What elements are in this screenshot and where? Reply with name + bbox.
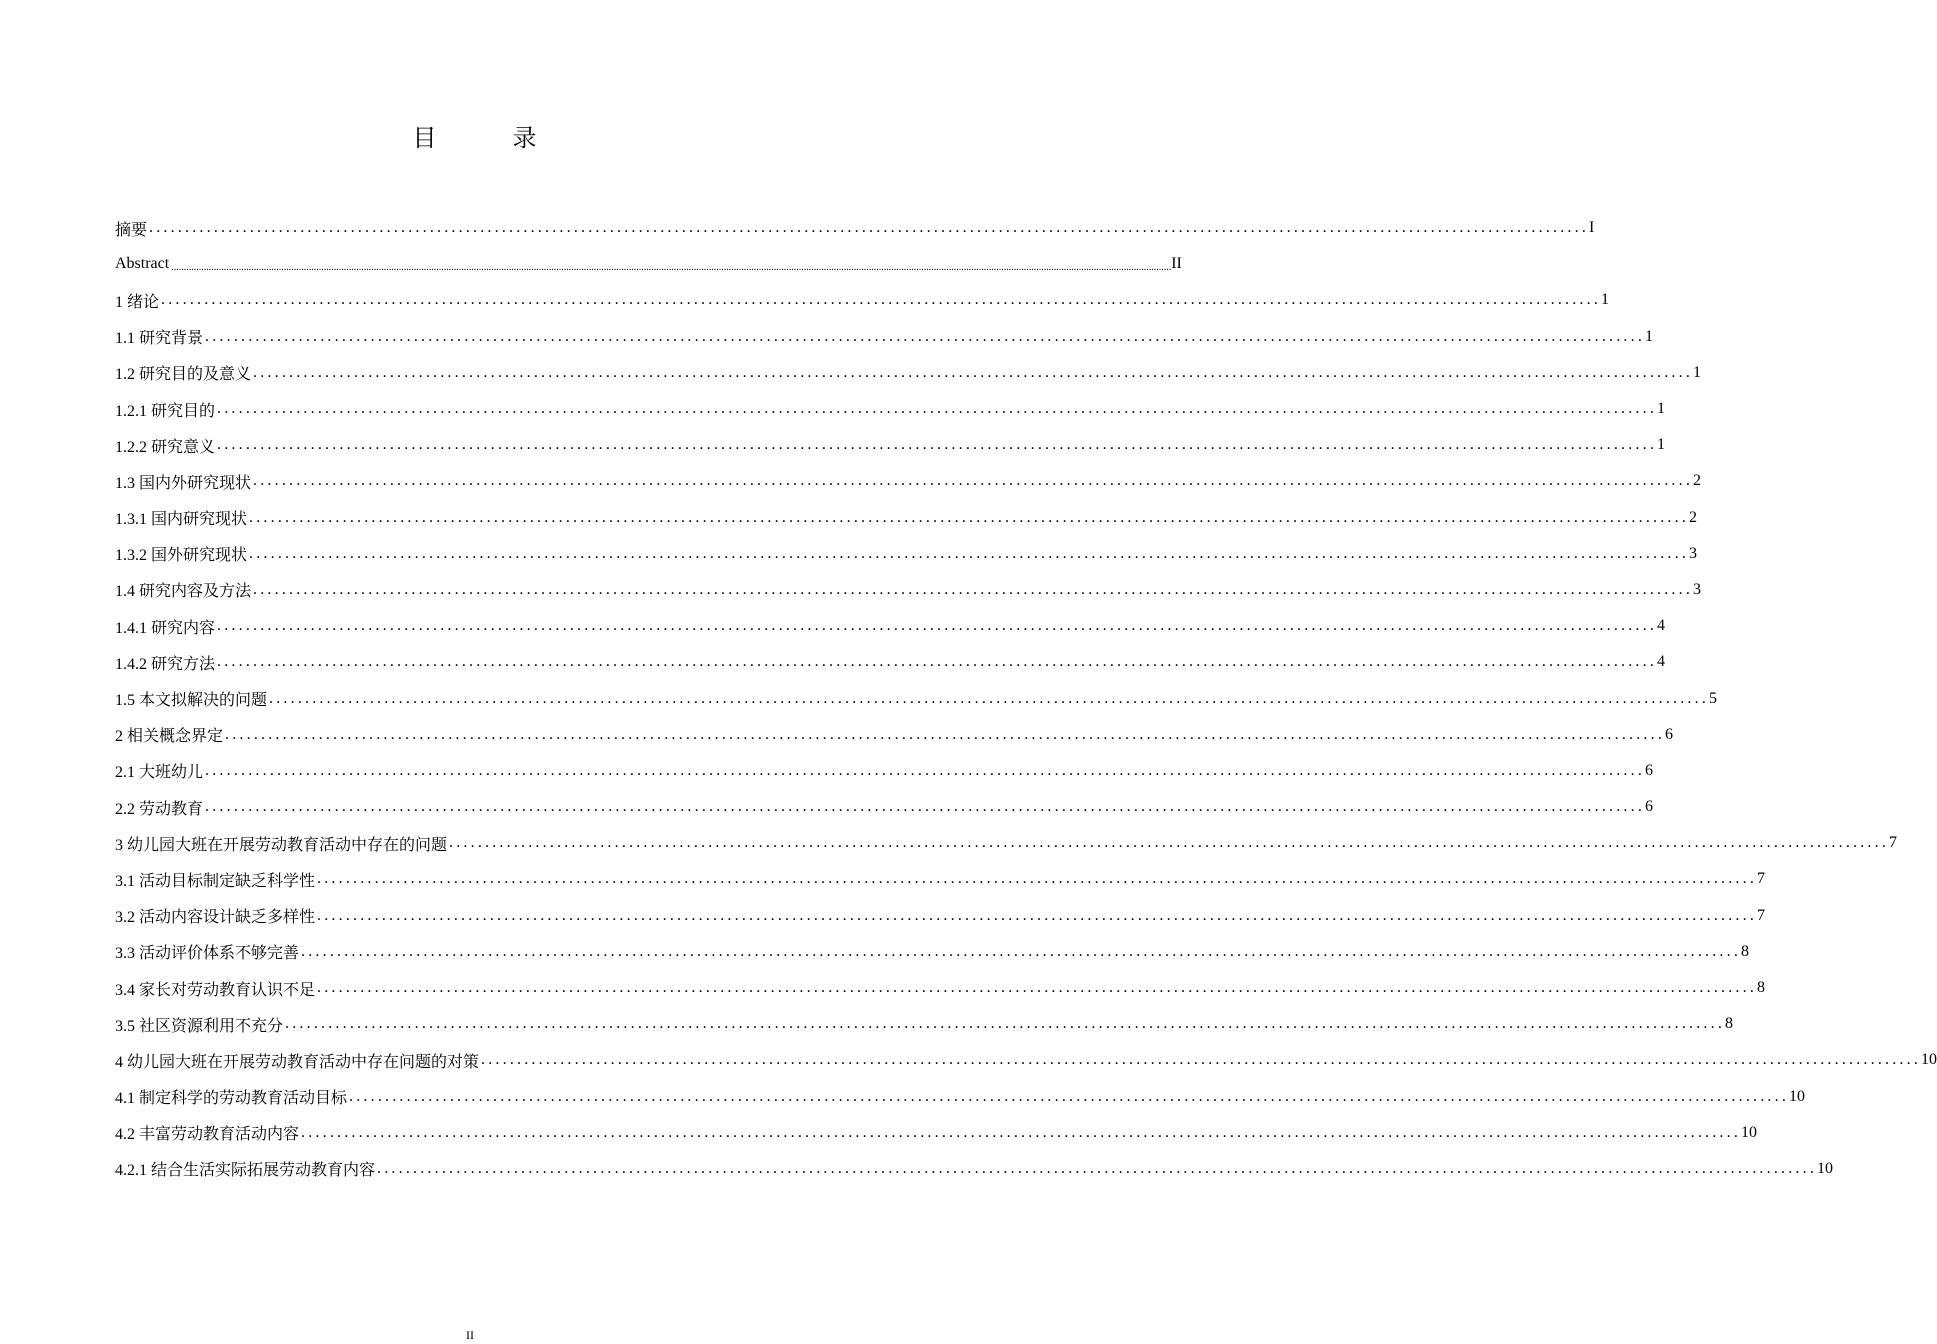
toc-entry-label: 2 相关概念界定 xyxy=(115,723,225,746)
toc-entry-label: 2.2 劳动教育 xyxy=(115,796,205,819)
toc-entry-abstract-en[interactable] xyxy=(115,246,1182,282)
toc-entry[interactable] xyxy=(115,717,1674,753)
toc-entry[interactable] xyxy=(115,753,1654,789)
toc-dot-leader: ........................................................................................................................................................................................................ xyxy=(349,1087,1790,1105)
toc-entry[interactable] xyxy=(115,319,1654,355)
toc-entry-label: 4.2.1 结合生活实际拓展劳动教育内容 xyxy=(115,1157,377,1180)
toc-entry-label: 1.3.2 国外研究现状 xyxy=(115,542,249,565)
toc-entry-page: 1 xyxy=(1601,291,1610,309)
toc-entry-label: 3.5 社区资源利用不充分 xyxy=(115,1013,285,1036)
toc-entry-abstract-cn[interactable] xyxy=(115,210,1595,246)
toc-entry[interactable] xyxy=(115,391,1666,427)
toc-dot-leader: ........................................................................................................................................................................................................ xyxy=(301,1123,1742,1141)
toc-dot-leader: ........................................................................................................................................................................................................ xyxy=(317,906,1758,924)
toc-dot-leader: ........................................................................................................................................................................................................ xyxy=(217,400,1658,418)
toc-dot-leader: ........................................................................................................................................................................................................ xyxy=(481,1051,1922,1069)
toc-dot-leader: ........................................................................................................................................................................................................ xyxy=(225,725,1666,743)
toc-entry-page: 3 xyxy=(1689,544,1698,562)
page-number: II xyxy=(466,1328,474,1342)
toc-entry-label: 3.3 活动评价体系不够完善 xyxy=(115,940,301,963)
toc-entry[interactable] xyxy=(115,861,1766,897)
toc-entry-page: 3 xyxy=(1693,580,1702,598)
toc-entry-page: 2 xyxy=(1689,508,1698,526)
toc-entry-page: 4 xyxy=(1657,653,1666,671)
toc-entry-page: 1 xyxy=(1693,363,1702,381)
toc-entry[interactable] xyxy=(115,1006,1734,1042)
toc-entry-page: 6 xyxy=(1645,798,1654,816)
toc-entry[interactable] xyxy=(115,680,1718,716)
toc-entry[interactable] xyxy=(115,934,1750,970)
toc-entry-label: 1.3 国内外研究现状 xyxy=(115,470,253,493)
toc-dot-leader: ........................................................................................................................................................................................................ xyxy=(317,979,1758,997)
toc-entry[interactable] xyxy=(115,644,1666,680)
toc-entry-page: 10 xyxy=(1741,1123,1758,1141)
toc-entry[interactable] xyxy=(115,427,1666,463)
toc-entry-page: 10 xyxy=(1789,1087,1806,1105)
toc-entry[interactable] xyxy=(115,572,1702,608)
toc-entry-page: 10 xyxy=(1921,1051,1937,1069)
toc-entry[interactable] xyxy=(115,1042,1937,1078)
toc-entry-page: 8 xyxy=(1741,942,1750,960)
toc-dot-leader: ........................................................................................................................................................................................................ xyxy=(205,798,1646,816)
toc-dot-leader: ........................................................................................................................................................................................................ xyxy=(377,1159,1818,1177)
toc-dot-leader: ........................................................................................................................................................................................................ xyxy=(205,327,1646,345)
toc-entry-page: 8 xyxy=(1757,979,1766,997)
toc-entry-label: 4 幼儿园大班在开展劳动教育活动中存在问题的对策 xyxy=(115,1049,481,1072)
toc-entry[interactable] xyxy=(115,898,1766,934)
toc-entry-label: 1.2.1 研究目的 xyxy=(115,398,217,421)
toc-dot-leader: ........................................................................................................................................................................................................ xyxy=(253,472,1694,490)
toc-entry-page: 2 xyxy=(1693,472,1702,490)
toc-entry-label: 3.4 家长对劳动教育认识不足 xyxy=(115,977,317,1000)
toc-entry-label: 3.1 活动目标制定缺乏科学性 xyxy=(115,868,317,891)
toc-entry[interactable] xyxy=(115,1079,1806,1115)
toc-entry[interactable] xyxy=(115,355,1702,391)
toc-dot-leader: ................................................................................................................................................................................................................................................................................................................................................................................................................ xyxy=(171,262,1172,274)
toc-entry-label: 4.2 丰富劳动教育活动内容 xyxy=(115,1121,301,1144)
toc-entry[interactable] xyxy=(115,789,1654,825)
toc-entry-page: II xyxy=(1171,255,1182,273)
toc-entry-label: 摘要 xyxy=(115,217,149,240)
toc-entry-label: 1.3.1 国内研究现状 xyxy=(115,506,249,529)
toc-entry-page: 4 xyxy=(1657,617,1666,635)
toc-entry-page: 6 xyxy=(1645,761,1654,779)
toc-entry-page: 1 xyxy=(1657,400,1666,418)
toc-dot-leader: ........................................................................................................................................................................................................ xyxy=(217,617,1658,635)
toc-entry-page: I xyxy=(1589,219,1595,237)
toc-entry[interactable] xyxy=(115,1115,1758,1151)
toc-entry-label: 1.4 研究内容及方法 xyxy=(115,578,253,601)
toc-entry[interactable] xyxy=(115,825,1898,861)
toc-entry-page: 1 xyxy=(1645,327,1654,345)
toc-entry[interactable] xyxy=(115,500,1698,536)
toc-dot-leader: ........................................................................................................................................................................................................ xyxy=(161,291,1602,309)
toc-entry-label: 1.5 本文拟解决的问题 xyxy=(115,687,269,710)
toc-entry-page: 10 xyxy=(1817,1159,1834,1177)
toc-entry-label: 2.1 大班幼儿 xyxy=(115,759,205,782)
toc-entry-page: 7 xyxy=(1757,870,1766,888)
toc-entry-label: 4.1 制定科学的劳动教育活动目标 xyxy=(115,1085,349,1108)
toc-entry[interactable] xyxy=(115,536,1698,572)
toc-dot-leader: ........................................................................................................................................................................................................ xyxy=(205,761,1646,779)
toc-entry[interactable] xyxy=(115,970,1766,1006)
toc-entry-label: 1 绪论 xyxy=(115,289,161,312)
toc-dot-leader: ........................................................................................................................................................................................................ xyxy=(449,834,1890,852)
toc-entry-page: 5 xyxy=(1709,689,1718,707)
toc-entry-label: Abstract xyxy=(115,255,170,273)
toc-entry-label: 1.4.2 研究方法 xyxy=(115,651,217,674)
toc-dot-leader: ........................................................................................................................................................................................................ xyxy=(217,653,1658,671)
table-of-contents xyxy=(115,210,1937,1187)
toc-entry-label: 1.2 研究目的及意义 xyxy=(115,361,253,384)
toc-entry[interactable] xyxy=(115,608,1666,644)
toc-entry-label: 1.4.1 研究内容 xyxy=(115,615,217,638)
toc-dot-leader: ........................................................................................................................................................................................................ xyxy=(269,689,1710,707)
toc-entry-label: 3.2 活动内容设计缺乏多样性 xyxy=(115,904,317,927)
toc-entry[interactable] xyxy=(115,1151,1834,1187)
toc-entry-page: 7 xyxy=(1889,834,1898,852)
toc-entry-page: 7 xyxy=(1757,906,1766,924)
toc-dot-leader: ........................................................................................................................................................................................................ xyxy=(149,219,1590,237)
toc-dot-leader: ........................................................................................................................................................................................................ xyxy=(253,580,1694,598)
toc-dot-leader: ........................................................................................................................................................................................................ xyxy=(217,436,1658,454)
toc-entry-page: 8 xyxy=(1725,1015,1734,1033)
toc-entry-label: 1.2.2 研究意义 xyxy=(115,434,217,457)
toc-dot-leader: ........................................................................................................................................................................................................ xyxy=(285,1015,1726,1033)
toc-entry-label: 1.1 研究背景 xyxy=(115,325,205,348)
page-title: 目 录 xyxy=(412,124,563,152)
toc-dot-leader: ........................................................................................................................................................................................................ xyxy=(301,942,1742,960)
toc-entry[interactable] xyxy=(115,463,1702,499)
toc-dot-leader: ........................................................................................................................................................................................................ xyxy=(317,870,1758,888)
toc-dot-leader: ........................................................................................................................................................................................................ xyxy=(249,544,1690,562)
toc-entry-page: 6 xyxy=(1665,725,1674,743)
toc-dot-leader: ........................................................................................................................................................................................................ xyxy=(249,508,1690,526)
toc-entry[interactable] xyxy=(115,282,1610,318)
toc-entry-page: 1 xyxy=(1657,436,1666,454)
toc-dot-leader: ........................................................................................................................................................................................................ xyxy=(253,363,1694,381)
toc-entry-label: 3 幼儿园大班在开展劳动教育活动中存在的问题 xyxy=(115,832,449,855)
